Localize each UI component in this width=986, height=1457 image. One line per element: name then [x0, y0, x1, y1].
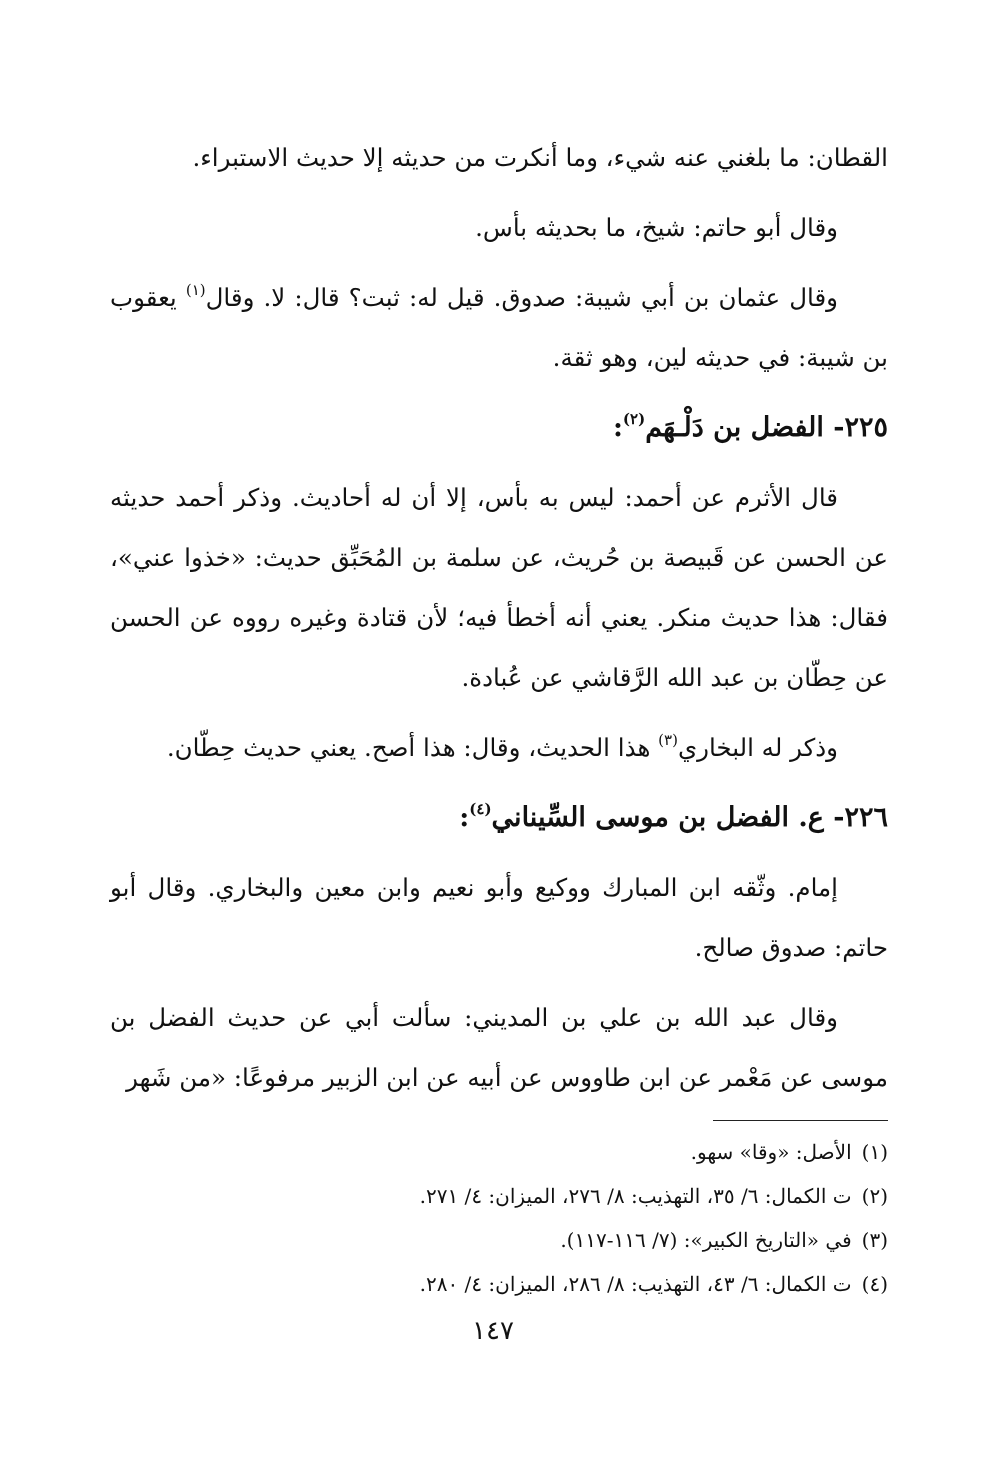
footnote-1	[110, 1130, 888, 1174]
footnote-text: ت الكمال: ٦/ ٤٣، التهذيب: ٨/ ٢٨٦، الميزان: ٤/ ٢٨٠.	[419, 1272, 852, 1296]
page-number: ١٤٧	[472, 1316, 514, 1346]
footnote-3	[110, 1218, 888, 1262]
footnote-text: في «التاريخ الكبير»: (٧/ ١١٦-١١٧).	[560, 1228, 852, 1252]
paragraph-bukhari	[110, 718, 888, 778]
heading-colon: :	[612, 412, 623, 443]
main-text	[110, 128, 888, 1118]
footnote-ref-2: (٢)	[622, 410, 646, 428]
footnote-number: (٢)	[861, 1184, 888, 1208]
paragraph-uthman	[110, 268, 888, 388]
entry-heading-226	[110, 788, 888, 848]
paragraph-text: وقال عثمان بن أبي شيبة: صدوق. قيل له: ثبت؟ قال: لا. وقال	[205, 283, 838, 312]
footnote-number: (٣)	[861, 1228, 888, 1252]
paragraph-text: يعقوب بن شيبة: في حديثه لين، وهو ثقة.	[110, 283, 888, 372]
paragraph-madini: وقال عبد الله بن علي بن المديني: سألت أبي عن حديث الفضل بن موسى عن مَعْمر عن ابن طاووس عن أبيه عن ابن الزبير مرفوعًا: «من شَهر	[110, 1003, 888, 1092]
footnote-ref-3: (٣)	[658, 730, 678, 749]
entry-heading-225	[110, 398, 888, 458]
paragraph-imam: إمام. وثّقه ابن المبارك ووكيع وأبو نعيم وابن معين والبخاري. وقال أبو حاتم: صدوق صالح.	[110, 873, 888, 962]
footnote-text: ت الكمال: ٦/ ٣٥، التهذيب: ٨/ ٢٧٦، الميزان: ٤/ ٢٧١.	[419, 1184, 852, 1208]
footnote-number: (٤)	[861, 1272, 888, 1296]
footnote-ref-1: (١)	[185, 280, 206, 299]
paragraph-text: وذكر له البخاري	[677, 733, 838, 762]
paragraph-abu-hatim: وقال أبو حاتم: شيخ، ما بحديثه بأس.	[475, 213, 838, 242]
footnote-number: (١)	[861, 1140, 888, 1164]
footnote-separator	[713, 1120, 888, 1121]
heading-text: ٢٢٥- الفضل بن دَلْـهَم	[645, 412, 888, 443]
heading-text: ٢٢٦- ع. الفضل بن موسى السِّيناني	[491, 802, 888, 833]
footnote-2	[110, 1174, 888, 1218]
footnote-4	[110, 1262, 888, 1306]
footnote-text: الأصل: «وقا» سهو.	[690, 1140, 852, 1164]
paragraph-continuation: القطان: ما بلغني عنه شيء، وما أنكرت من حديثه إلا حديث الاستبراء.	[192, 143, 888, 172]
footnote-ref-4: (٤)	[469, 800, 492, 818]
paragraph-text: هذا الحديث، وقال: هذا أصح. يعني حديث حِطّان.	[166, 733, 659, 762]
footnotes	[110, 1130, 888, 1306]
paragraph-athram: قال الأثرم عن أحمد: ليس به بأس، إلا أن له أحاديث. وذكر أحمد حديثه عن الحسن عن قَبيصة بن حُريث، عن سلمة بن المُحَبِّق حديث: «خذوا عني»، فقال: هذا حديث منكر. يعني أنه أخطأ فيه؛ لأن قتادة وغيره رووه عن الحسن عن حِطّان بن عبد الله الرَّقاشي عن عُبادة.	[110, 483, 888, 692]
heading-colon: :	[459, 802, 470, 833]
